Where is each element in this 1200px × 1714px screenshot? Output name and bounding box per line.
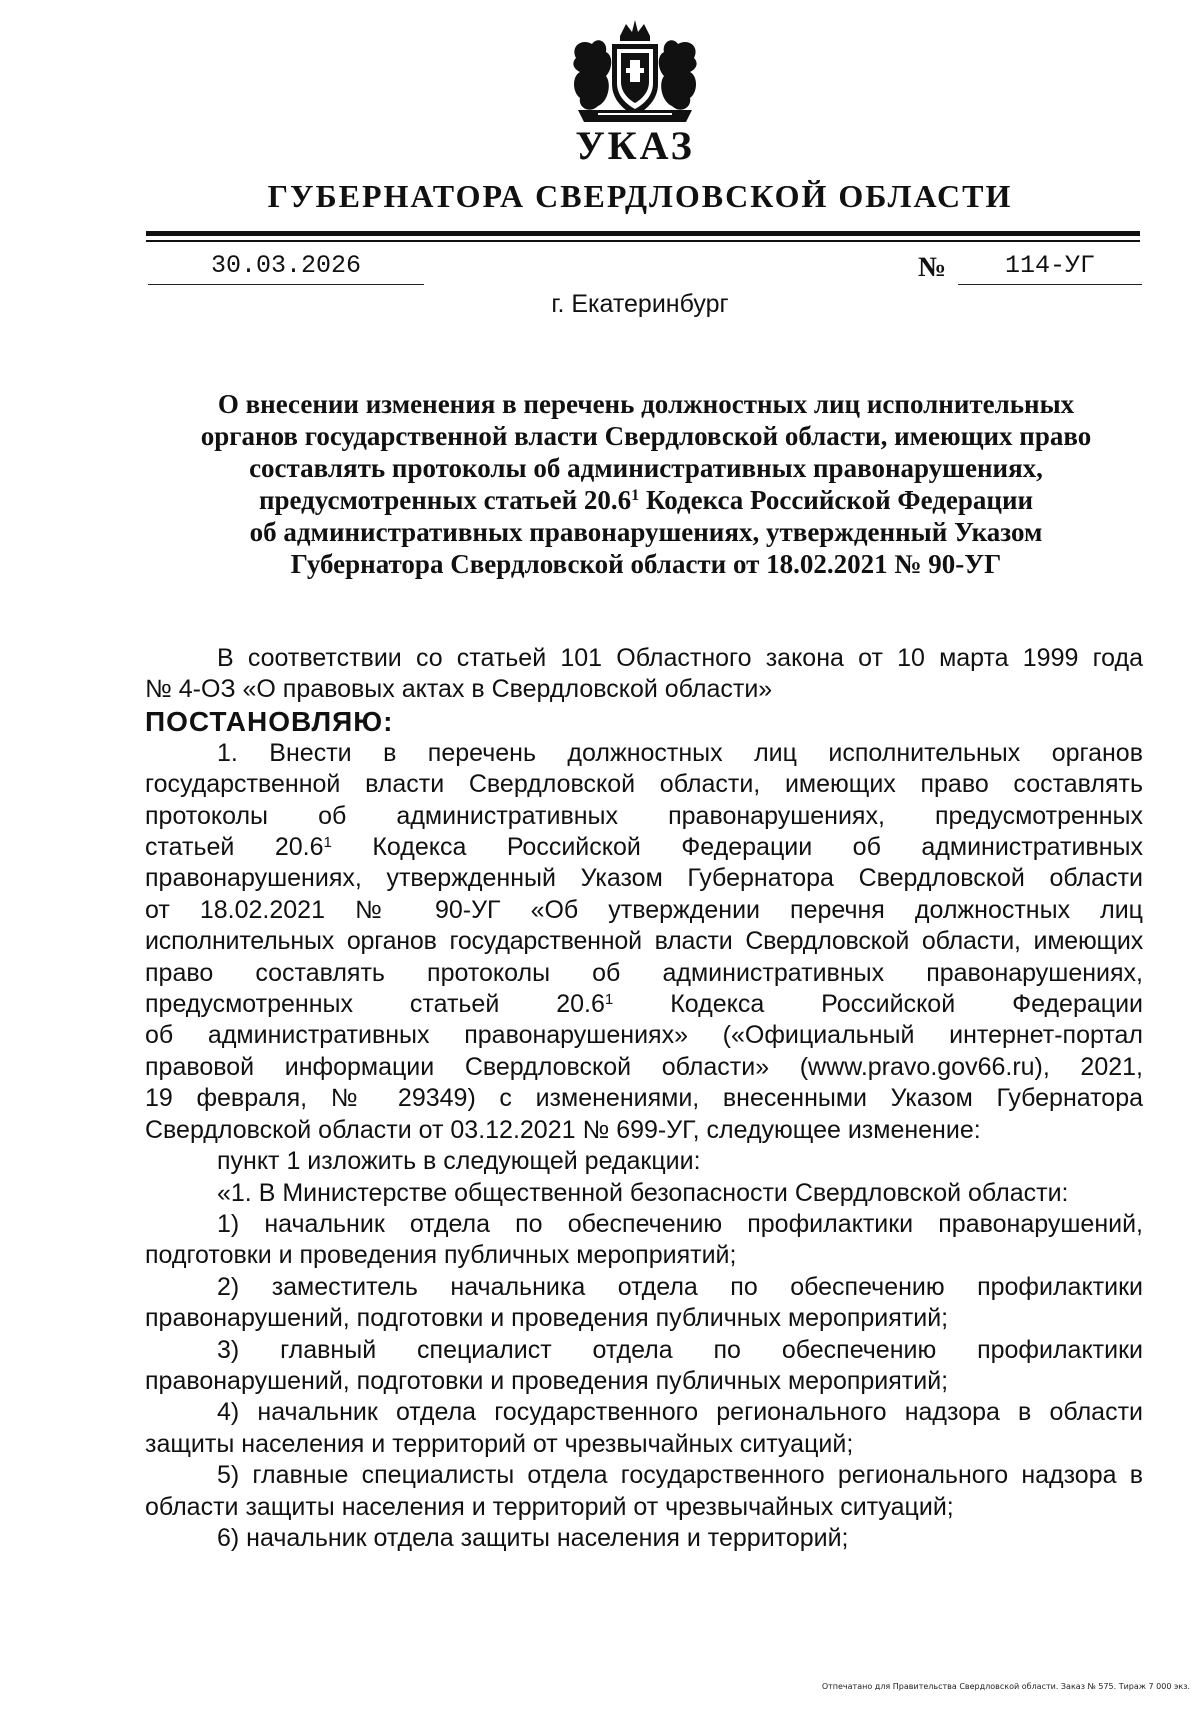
p1-line-part: Кодекса Российской Федерации [670, 990, 1144, 1019]
superscript: 1 [604, 990, 614, 1008]
p1-line: об административных правонарушениях» («Официальный интернет-портал [145, 1021, 1143, 1050]
p1-line: 1. Внести в перечень должностных лиц исполнительных органов [217, 738, 1143, 767]
list-item-line: 1) начальник отдела по обеспечению профилактики правонарушений, [217, 1209, 1143, 1238]
intro-line: В соответствии со статьей 101 Областного закона от 10 марта 1999 года [217, 644, 1143, 672]
intro-line: № 4-ОЗ «О правовых актах в Свердловской области» [145, 675, 773, 704]
list-item-line: правонарушений, подготовки и проведения публичных мероприятий; [145, 1366, 949, 1395]
list-item-line: защиты населения и территорий от чрезвычайных ситуаций; [145, 1429, 854, 1458]
superscript: 1 [631, 486, 640, 505]
p1-line-part: статьей 20.6 [145, 833, 324, 862]
p1-line: Свердловской области от 03.12.2021 № 699-УГ, следующее изменение: [145, 1115, 981, 1144]
number-sign: № [918, 252, 947, 283]
list-item-line: 2) заместитель начальника отдела по обеспечению профилактики [217, 1272, 1143, 1301]
heading-line: О внесении изменения в перечень должностных лиц исполнительных [217, 389, 1075, 419]
p1-line: государственной власти Свердловской области, имеющих право составлять [145, 770, 1143, 799]
heading-line-part: предусмотренных статьей 20.6 [258, 485, 632, 515]
p1-line-part: Кодекса Российской Федерации об административных [372, 833, 1143, 862]
decree-number: 114-УГ [958, 248, 1142, 285]
heading-line: составлять протоколы об административных правонарушениях, [249, 453, 1043, 483]
p1-line [145, 832, 1143, 863]
instruction-line: пункт 1 изложить в следующей редакции: [217, 1147, 701, 1176]
list-item-line: правонарушений, подготовки и проведения публичных мероприятий; [145, 1304, 949, 1333]
p1-line: правовой информации Свердловской области» (www.pravo.gov66.ru), 2021, [145, 1052, 1143, 1081]
p1-line: от 18.02.2021 № 90-УГ «Об утверждении перечня должностных лиц [145, 895, 1143, 924]
p1-line-part: предусмотренных статьей 20.6 [145, 990, 605, 1019]
list-item-line: 4) начальник отдела государственного регионального надзора в области [217, 1398, 1143, 1427]
header-rule-thick [146, 231, 1140, 236]
list-item-line: 5) главные специалисты отдела государственного регионального надзора в [217, 1461, 1143, 1490]
p1-line: правонарушениях, утвержденный Указом Губернатора Свердловской области [145, 864, 1143, 893]
list-item-line: 6) начальник отдела защиты населения и территорий; [217, 1523, 849, 1552]
document-type-title: УКАЗ [575, 123, 695, 168]
list-item-line: области защиты населения и территорий от чрезвычайных ситуаций; [145, 1492, 954, 1521]
heading-line: Губернатора Свердловской области от 18.02.2021 № 90-УГ [290, 549, 1002, 579]
superscript: 1 [323, 833, 332, 851]
quote-head-line: «1. В Министерстве общественной безопасности Свердловской области: [217, 1178, 1069, 1207]
issue-city: г. Екатеринбург [551, 290, 729, 318]
decree-body [145, 643, 1143, 1554]
p1-line: исполнительных органов государственной власти Свердловской области, имеющих [145, 927, 1143, 956]
decree-heading [176, 388, 1116, 580]
coat-of-arms-emblem [568, 18, 702, 128]
list-item-line: 3) главный специалист отдела по обеспечению профилактики [217, 1335, 1143, 1364]
heading-line-part: Кодекса Российской Федерации [645, 485, 1034, 515]
header-rule-thin [146, 240, 1140, 242]
issuer-title: ГУБЕРНАТОРА СВЕРДЛОВСКОЙ ОБЛАСТИ [267, 178, 1013, 214]
list-item-line: подготовки и проведения публичных мероприятий; [145, 1241, 737, 1270]
heading-line [176, 484, 1116, 516]
heading-line: органов государственной власти Свердловской области, имеющих право [200, 421, 1092, 451]
heading-line: об административных правонарушениях, утвержденный Указом [249, 517, 1043, 547]
p1-line [145, 989, 1143, 1020]
print-note: Отпечатано для Правительства Свердловской области. Заказ № 575. Тираж 7 000 экз. [821, 1682, 1190, 1691]
p1-line: право составлять протоколы об административных правонарушениях, [145, 958, 1143, 987]
postanovlyayu: ПОСТАНОВЛЯЮ: [145, 705, 394, 737]
decree-date: 30.03.2026 [148, 248, 424, 285]
p1-line: 19 февраля, № 29349) с изменениями, внесенными Указом Губернатора [145, 1084, 1143, 1113]
p1-line: протоколы об административных правонарушениях, предусмотренных [145, 801, 1143, 830]
